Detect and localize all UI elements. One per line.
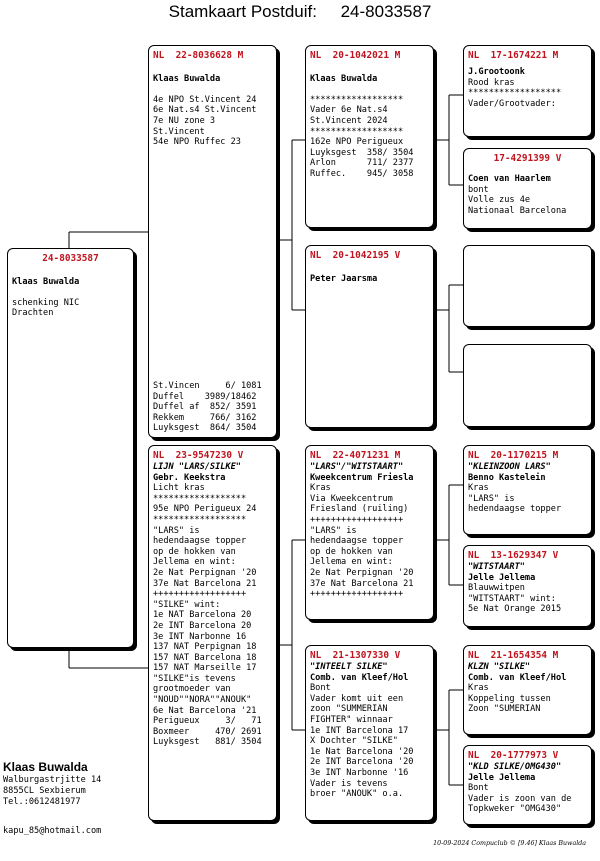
result-row: Duffel 3989/18462 — [153, 391, 257, 402]
subject-card[interactable] — [7, 248, 134, 648]
fff-note: Vader/Grootvader: — [468, 98, 556, 109]
fm-card[interactable] — [305, 245, 434, 428]
mfm-line-label: "WITSTAART" — [468, 562, 525, 572]
subject-note: Drachten — [12, 308, 54, 319]
fff-name: J.Grootoonk — [468, 67, 525, 77]
mother-note: "SILKE"is tevens — [153, 673, 236, 684]
mm-note: Bont — [310, 683, 331, 694]
result-row: St.Vincen 6/ 1081 — [153, 381, 262, 392]
mfm-ring: NL 13-1629347 V — [468, 550, 559, 561]
mother-line-label: LIJN "LARS/SILKE" — [153, 462, 241, 472]
mother-note: ++++++++++++++++++ — [153, 589, 247, 600]
mfm-card[interactable] — [463, 545, 592, 627]
mmf-note: Koppeling tussen — [468, 693, 551, 704]
subject-name: Klaas Buwalda — [12, 276, 80, 287]
fm-ring: NL 20-1042195 V — [310, 250, 401, 261]
mm-card[interactable] — [305, 645, 434, 821]
page-title: Stamkaart Postduif: 24-8033587 — [168, 2, 432, 21]
mmm-name: Jelle Jellema — [468, 772, 536, 783]
mm-note: 1e Nat Barcelona '20 — [310, 746, 414, 757]
ff-note: 162e NPO Perigueux — [310, 137, 404, 148]
mother-note: 157 NAT Barcelona 18 — [153, 652, 257, 663]
mf-ring: NL 22-4071231 M — [310, 450, 401, 461]
mm-note: 2e INT Barcelona '20 — [310, 757, 414, 768]
mff-card[interactable] — [463, 445, 592, 535]
mfm-note: 5e Nat Orange 2015 — [468, 604, 562, 615]
mm-note: 1e INT Barcelona 17 — [310, 725, 409, 736]
ffm-name: Coen van Haarlem — [468, 174, 551, 184]
mmf-name: Comb. van Kleef/Hol — [468, 672, 567, 683]
mff-name: Benno Kastelein — [468, 472, 546, 483]
mother-note: 2e INT Barcelona 20 — [153, 620, 252, 631]
owner-name: Klaas Buwalda — [3, 760, 88, 774]
ff-card[interactable] — [305, 45, 434, 228]
mf-note: Kras — [310, 483, 331, 494]
mm-line-label: "INTEELT SILKE" — [310, 662, 388, 672]
mm-note: 3e INT Narbonne '16 — [310, 767, 409, 778]
mother-note: grootmoeder van — [153, 684, 231, 695]
mother-note: 2e Nat Perpignan '20 — [153, 567, 257, 578]
result-row: Rekkem 766/ 3162 — [153, 412, 257, 423]
fff-note: Rood kras — [468, 77, 515, 88]
mother-note: Boxmeer 470/ 2691 — [153, 726, 262, 737]
ffm-note: Volle zus 4e — [468, 195, 531, 206]
father-note: 6e Nat.s4 St.Vincent — [153, 105, 257, 116]
mff-line-label: "KLEINZOON LARS" — [468, 462, 551, 472]
father-results — [153, 381, 272, 434]
ffm-card[interactable] — [463, 148, 592, 229]
father-name: Klaas Buwalda — [153, 73, 221, 84]
subject-note: schenking NIC — [12, 297, 80, 308]
owner-info — [3, 760, 101, 808]
father-note: St.Vincent — [153, 126, 205, 137]
father-ring: NL 22-8036628 M — [153, 50, 244, 61]
mmf-note: Kras — [468, 683, 489, 694]
mf-note: 37e Nat Barcelona 21 — [310, 578, 414, 589]
owner-email[interactable]: kapu_85@hotmail.com — [3, 826, 102, 836]
mmm-line-label: "KLD SILKE/OMG430" — [468, 762, 562, 772]
mff-note: hedendaagse topper — [468, 504, 562, 515]
mother-note: ****************** — [153, 493, 247, 504]
fff-card[interactable] — [463, 45, 592, 137]
ff-note: Ruffec. 945/ 3058 — [310, 168, 414, 179]
fmf-card[interactable] — [463, 245, 592, 327]
mother-note: 157 NAT Marseille 17 — [153, 663, 257, 674]
mother-note: "SILKE" wint: — [153, 599, 221, 610]
owner-address: Walburgastrjitte 14 — [3, 775, 102, 785]
mother-note: Jellema en wint: — [153, 557, 236, 568]
mf-note: Friesland (ruiling) — [310, 504, 409, 515]
mf-card[interactable] — [305, 445, 434, 620]
mf-note: hedendaagse topper — [310, 536, 404, 547]
mother-note: 137 NAT Perpignan 18 — [153, 642, 257, 653]
father-note: 54e NPO Ruffec 23 — [153, 137, 241, 148]
mm-note: Vader is tevens — [310, 778, 388, 789]
mmm-card[interactable] — [463, 745, 592, 825]
fff-ring: NL 17-1674221 M — [468, 50, 559, 61]
ffm-note: Nationaal Barcelona — [468, 205, 567, 216]
result-row: Duffel af 852/ 3591 — [153, 402, 257, 413]
fmm-card[interactable] — [463, 344, 592, 427]
footer-credit: 10-09-2024 Compuclub © [9.46] Klaas Buwalda — [433, 840, 586, 847]
mother-note: Luyksgest 881/ 3504 — [153, 737, 262, 748]
father-note: 7e NU zone 3 — [153, 115, 216, 126]
mf-note: Via Kweekcentrum — [310, 493, 393, 504]
mother-note: hedendaagse topper — [153, 536, 247, 547]
mf-note: op de hokken van — [310, 546, 393, 557]
mf-note: Jellema en wint: — [310, 557, 393, 568]
ff-note: ****************** — [310, 126, 404, 137]
mm-name: Comb. van Kleef/Hol — [310, 672, 409, 683]
mother-note: ****************** — [153, 514, 247, 525]
mm-note: FIGHTER" winnaar — [310, 714, 393, 725]
result-row: Luyksgest 864/ 3504 — [153, 423, 257, 434]
mfm-note: "WITSTAART" wint: — [468, 593, 556, 604]
mm-note: zoon "SUMMERIAN — [310, 704, 388, 715]
mmm-ring: NL 20-1777973 V — [468, 750, 559, 761]
father-card[interactable] — [148, 45, 277, 438]
mother-note: op de hokken van — [153, 546, 236, 557]
mother-note: 95e NPO Perigueux 24 — [153, 504, 257, 515]
mf-note: "LARS" is — [310, 525, 357, 536]
ff-note: Vader 6e Nat.s4 — [310, 105, 388, 116]
ff-name: Klaas Buwalda — [310, 73, 378, 84]
mother-note: 6e Nat Barcelona '21 — [153, 705, 257, 716]
ffm-note: bont — [468, 184, 489, 195]
owner-phone: Tel.:0612481977 — [3, 797, 81, 807]
mf-note: ++++++++++++++++++ — [310, 589, 404, 600]
ff-note: St.Vincent 2024 — [310, 115, 388, 126]
ff-ring: NL 20-1042021 M — [310, 50, 401, 61]
mmf-ring: NL 21-1654354 M — [468, 650, 559, 661]
fm-name: Peter Jaarsma — [310, 273, 378, 284]
mmf-line-label: KLZN "SILKE" — [468, 662, 531, 672]
mmf-note: Zoon "SUMERIAN — [468, 704, 541, 715]
mff-ring: NL 20-1170215 M — [468, 450, 559, 461]
mother-ring: NL 23-9547230 V — [153, 450, 244, 461]
mmm-note: Topkweker "OMG430" — [468, 804, 562, 815]
ff-note: Luyksgest 358/ 3504 — [310, 147, 414, 158]
mother-note: "LARS" is — [153, 525, 200, 536]
fff-note: ****************** — [468, 88, 562, 99]
mfm-name: Jelle Jellema — [468, 572, 536, 583]
mother-note: Perigueux 3/ 71 — [153, 716, 262, 727]
owner-city: 8855CL Sexbierum — [3, 786, 86, 796]
mother-note: "NOUD""NORA""ANOUK" — [153, 695, 252, 706]
mff-note: "LARS" is — [468, 493, 515, 504]
mff-note: Kras — [468, 483, 489, 494]
mm-ring: NL 21-1307330 V — [310, 650, 401, 661]
mf-note: ++++++++++++++++++ — [310, 514, 404, 525]
mother-note: 37e Nat Barcelona 21 — [153, 578, 257, 589]
mmm-note: Bont — [468, 783, 489, 794]
mother-note: Licht kras — [153, 483, 205, 494]
mother-note: 1e NAT Barcelona 20 — [153, 610, 252, 621]
ffm-ring: 17-4291399 V — [493, 153, 562, 164]
ff-note: Arlon 711/ 2377 — [310, 158, 414, 169]
mm-note: Vader komt uit een — [310, 693, 404, 704]
mother-name: Gebr. Keekstra — [153, 472, 226, 483]
mm-note: X Dochter "SILKE" — [310, 736, 398, 747]
mfm-note: Blauwwitpen — [468, 583, 525, 594]
ff-note: ****************** — [310, 94, 404, 105]
mmm-note: Vader is zoon van de — [468, 793, 572, 804]
mother-note: 3e INT Narbonne 16 — [153, 631, 247, 642]
mm-note: broer "ANOUK" o.a. — [310, 789, 404, 800]
mf-line-label: "LARS"/"WITSTAART" — [310, 462, 404, 472]
father-note: 4e NPO St.Vincent 24 — [153, 94, 257, 105]
subject-ring: 24-8033587 — [42, 253, 99, 264]
mf-note: 2e Nat Perpignan '20 — [310, 567, 414, 578]
mmf-card[interactable] — [463, 645, 592, 735]
mother-card[interactable] — [148, 445, 277, 821]
mf-name: Kweekcentrum Friesla — [310, 472, 414, 483]
